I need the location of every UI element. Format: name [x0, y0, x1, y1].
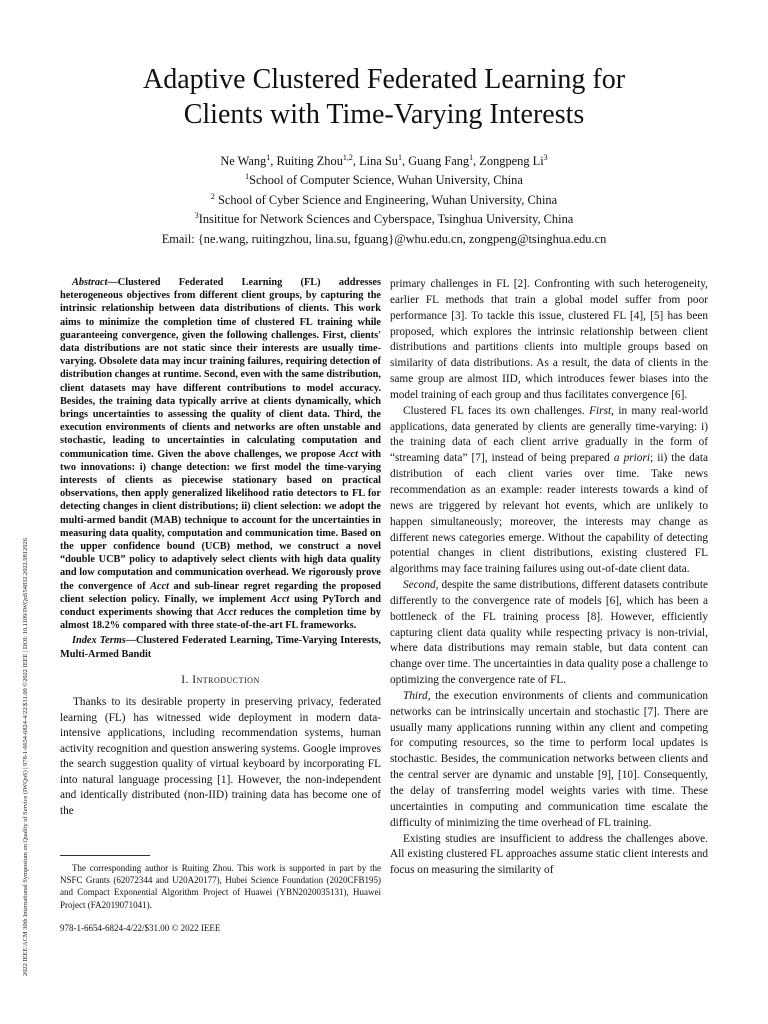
- paragraph-text: , in many real-world applications, data generated by clients are generally time-varying: i) the training data of each client arrive gradually in the form of “streaming data” [7], instead of being prepared: [390, 404, 708, 465]
- paragraph-text: ; ii) the data distribution of each client varies over time. Take news recommendation as an example: reader interests towards a kind of news are triggered by relevant hot events, which are unlikely to happen simultaneously; moreover, the interests may change as different news categories emerge. Without the capability of detecting potential changes in client distributions, existing clustered FL algorithms may face training failures using out-of-date client data.: [390, 452, 708, 576]
- affiliation-text: School of Computer Science, Wuhan University, China: [249, 173, 523, 188]
- author-name: Ne Wang: [220, 154, 267, 168]
- section-heading-introduction: [60, 673, 381, 688]
- abstract-text: reduces the completion time by almost 18.2% compared with three state-of-the-art FL frameworks.: [60, 607, 381, 632]
- author-name: , Ruiting Zhou: [270, 154, 343, 168]
- emphasis-text: First: [589, 404, 612, 417]
- method-name: Acct: [217, 607, 237, 619]
- index-terms-lead: Index Terms: [72, 635, 126, 647]
- abstract-text: with two innovations: i) change detection: we first model the time-varying interests of clients as piecewise stationary based on practical observations, then apply generalized likelihood ratio detectors to FL for detecting changes in client distributions; ii) client selection: we adopt the multi-armed bandit (MAB) technique to account for the uncertainties in measuring data quality, computation and communication time. Based on the upper confidence bound (UCB) method, we construct a novel “double UCB” policy to adaptively select clients with high data quality and low computation and communication overhead. We rigorously prove the convergence of: [60, 448, 381, 592]
- affiliation-text: School of Cyber Science and Engineering, Wuhan University, China: [214, 192, 558, 207]
- author-affiliation-mark: 1: [398, 153, 402, 162]
- paragraph-text: Clustered FL faces its own challenges.: [403, 404, 590, 417]
- body-paragraph: [390, 404, 708, 578]
- affiliation-mark: 2: [210, 191, 215, 201]
- footnote: The corresponding author is Ruiting Zhou. This work is supported in part by the NSFC Grants (62072344 and U20A20177), Hubei Science Foundation (2020CFB195) and Compact Exponential Algorithm Project of Huawei (YBN2020035131), Huawei Project (FA2019071041).: [60, 863, 381, 910]
- author-affiliation-mark: 1: [469, 153, 474, 162]
- emphasis-text: a priori: [613, 452, 650, 465]
- sidebar-identifier-text: 2022 IEEE/ACM 30th International Symposium on Quality of Service (IWQoS) | 978-1-6654-6824-4/22/$31.00 ©2022 IEEE | DOI: 10.1109/IWQoS54832.2022.9812926: [22, 538, 29, 976]
- copyright-line: 978-1-6654-6824-4/22/$31.00 © 2022 IEEE: [60, 923, 221, 933]
- author-affiliation-mark: 1: [266, 153, 271, 162]
- affiliation-mark: 1: [245, 172, 250, 182]
- abstract-text: —Clustered Federated Learning (FL) addresses heterogeneous objectives from different client groups, by capturing the intrinsic relationship between data distributions of clients. This work aims to minimize the completion time of clustered FL training while guaranteeing convergence, given the following challenges. First, clients' data distributions are not static since their interests are usually time-varying. Obsolete data may incur training failures, requiring detection of distribution changes at runtime. Second, even with the same distribution, client datasets may have different contributions to model accuracy. Besides, the training data typically arrive at clients dynamically, which brings uncertainties to assessing the quality of client data. Third, the execution environments of clients and networks are often unstable and stochastic, leading to uncertainties in calculating computation and communication time. Given the above challenges, we propose: [60, 277, 381, 460]
- affiliation-2: [60, 191, 708, 210]
- right-column: [390, 277, 708, 879]
- emphasis-text: Third: [403, 689, 428, 702]
- intro-paragraph: Thanks to its desirable property in preserving privacy, federated learning (FL) has witnessed wide deployment in modern data-intensive applications, including recommendation systems, human activity recognition and question answering systems. Google improves the search suggestion quality of virtual keyboard by incorporating FL into natural language processing [1]. However, the non-independent and identically distributed (non-IID) training data has become one of the: [60, 696, 381, 817]
- sidebar-identifier: [20, 152, 32, 976]
- affiliation-mark: 3: [194, 211, 199, 221]
- emphasis-text: Second: [403, 579, 436, 592]
- body-paragraph: primary challenges in FL [2]. Confronting with such heterogeneity, earlier FL methods that train a global model suffer from poor performance [3]. To tackle this issue, clustered FL [4], [5] has been proposed, which explores the intrinsic relationship between client distributions and partitions clients into multiple groups based on similarity of data distributions. As a result, the data of clients in the same group are almost IID, which introduces fewer biases into the model training of each group and thus facilitates convergence [6].: [390, 278, 708, 401]
- body-paragraph: [390, 578, 708, 689]
- author-affiliation-mark: 3: [543, 153, 548, 162]
- section-number: I.: [181, 673, 193, 686]
- footnote-rule: [60, 855, 150, 856]
- abstract-lead: Abstract: [72, 277, 108, 288]
- body-paragraph: [390, 689, 708, 832]
- author-name: , Lina Su: [352, 154, 398, 168]
- affiliation-text: Insititue for Network Sciences and Cyberspace, Tsinghua University, China: [198, 212, 574, 227]
- method-name: Acct: [150, 580, 169, 592]
- index-terms: [60, 634, 381, 660]
- body-paragraph: Existing studies are insufficient to address the challenges above. All existing clustered FL approaches assume static client interests and focus on measuring the similarity of: [390, 832, 708, 877]
- left-column: [60, 276, 381, 819]
- index-terms-text: —Clustered Federated Learning, Time-Varying Interests, Multi-Armed Bandit: [60, 635, 381, 660]
- title-line-2: Clients with Time-Varying Interests: [183, 99, 585, 130]
- title-line-1: Adaptive Clustered Federated Learning for: [142, 64, 626, 95]
- method-name: Acct: [270, 593, 290, 605]
- author-affiliation-mark: 1,2: [342, 153, 353, 162]
- abstract: [60, 276, 381, 632]
- method-name: Acct: [339, 448, 358, 460]
- paragraph-text: , despite the same distributions, different datasets contribute differently to the convergence rate of models [6], which has been a bottleneck of the FL training process [8]. However, efficiently capturing client data quality while respecting privacy is non-trivial, where data distributions may remain stable, but data content can change over time. The uncertainties in data quality pose a challenge to optimizing the convergence rate of FL.: [390, 579, 708, 687]
- section-title: Introduction: [192, 673, 260, 686]
- author-block: [60, 152, 708, 249]
- paper-title: [60, 62, 708, 132]
- author-names: [60, 152, 708, 171]
- affiliation-1: [60, 171, 708, 190]
- abstract-text: and sub-linear regret regarding the proposed client selection policy. Finally, we implement: [60, 580, 381, 605]
- affiliation-3: [60, 210, 708, 229]
- author-name: , Zongpeng Li: [473, 154, 544, 168]
- author-email: Email: {ne.wang, ruitingzhou, lina.su, fguang}@whu.edu.cn, zongpeng@tsinghua.edu.cn: [161, 231, 607, 246]
- paragraph-text: , the execution environments of clients and communication networks can be intrinsically uncertain and stochastic [7]. There are usually many applications running within any client and competing for computing resources, so the time to perform local updates is stochastic. Besides, the communication networks between clients and the central server are dynamic and unstable [9], [10]. Consequently, the delay of transferring model weights varies with time. These uncertainties in computing and communication time escalate the difficulty of minimizing the time overhead of FL training.: [390, 689, 708, 829]
- abstract-text: using PyTorch and conduct experiments showing that: [60, 593, 382, 619]
- author-name: , Guang Fang: [402, 154, 470, 168]
